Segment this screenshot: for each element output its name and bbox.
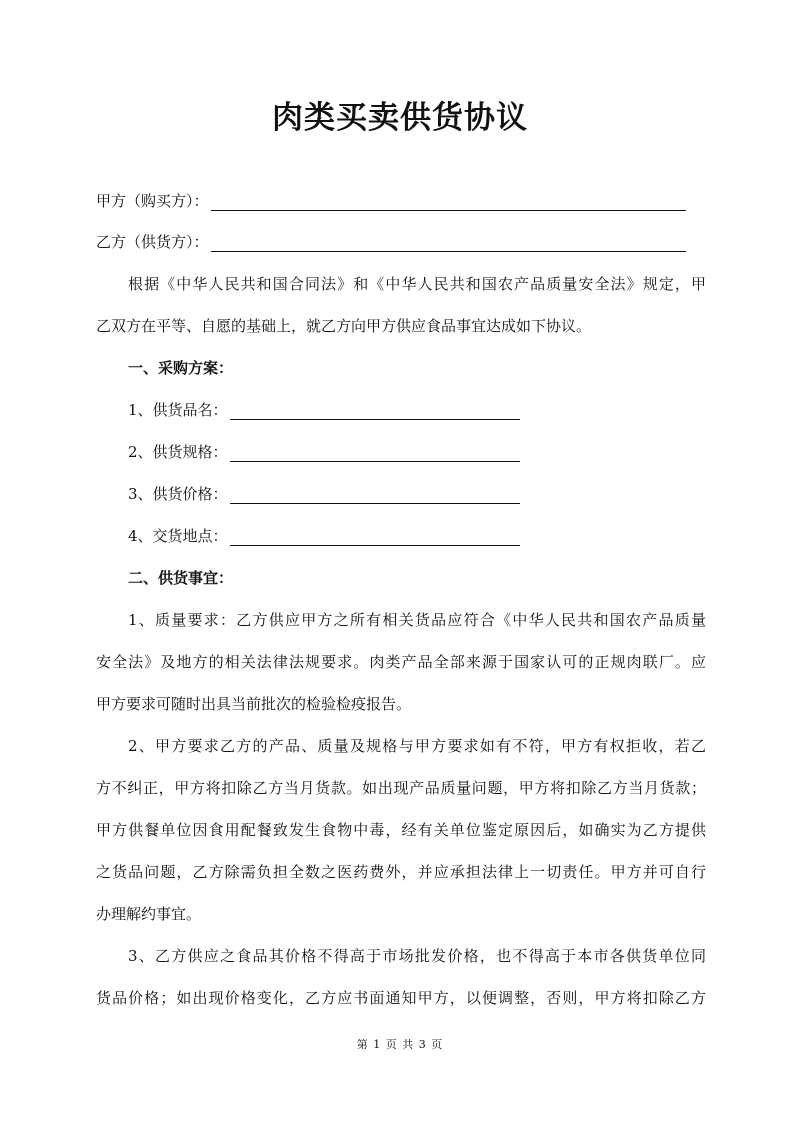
- clause-line: 之货品问题，乙方除需负担全数之医药费外，并应承担法律上一切责任。甲方并可自行: [96, 863, 706, 881]
- clause-line: 货品价格；如出现价格变化，乙方应书面通知甲方，以便调整，否则，甲方将扣除乙方: [96, 989, 706, 1007]
- item-label: 1、供货品名：: [128, 401, 228, 419]
- clause-3-paragraph: [96, 946, 706, 1030]
- clause-2-paragraph: [96, 736, 706, 946]
- clause-line: 甲方要求可随时出具当前批次的检验检疫报告。: [96, 695, 412, 713]
- section-2-heading: 二、供货事宜：: [128, 569, 234, 587]
- clause-line: 1、质量要求：乙方供应甲方之所有相关货品应符合《中华人民共和国农产品质量: [128, 611, 706, 629]
- page-footer: 第 1 页 共 3 页: [356, 1038, 444, 1051]
- section-1-heading: 一、采购方案：: [128, 359, 234, 377]
- party-b-label: 乙方（供货方）：: [96, 233, 209, 251]
- item-product-name: [128, 400, 520, 420]
- party-a-line: [96, 191, 686, 211]
- item-blank-field: [230, 444, 520, 462]
- intro-line: 乙双方在平等、自愿的基础上，就乙方向甲方供应食品事宜达成如下协议。: [96, 317, 592, 335]
- item-delivery-location: [128, 526, 520, 546]
- clause-line: 2、甲方要求乙方的产品、质量及规格与甲方要求如有不符，甲方有权拒收，若乙: [128, 737, 706, 755]
- item-blank-field: [230, 486, 520, 504]
- item-label: 3、供货价格：: [128, 485, 228, 503]
- clause-1-paragraph: [96, 610, 706, 736]
- party-b-blank-field: [211, 234, 686, 252]
- item-label: 2、供货规格：: [128, 443, 228, 461]
- party-a-label: 甲方（购买方）：: [96, 192, 209, 210]
- clause-line: 甲方供餐单位因食用配餐致发生食物中毒，经有关单位鉴定原因后，如确实为乙方提供: [96, 821, 706, 839]
- clause-line: 方不纠正，甲方将扣除乙方当月货款。如出现产品质量问题，甲方将扣除乙方当月货款；: [96, 779, 706, 797]
- intro-paragraph: [96, 274, 706, 358]
- intro-line: 根据《中华人民共和国合同法》和《中华人民共和国农产品质量安全法》规定，甲: [128, 275, 706, 293]
- party-b-line: [96, 232, 686, 252]
- item-spec: [128, 442, 520, 462]
- document-title: 肉类买卖供货协议: [272, 100, 528, 136]
- clause-line: 3、乙方供应之食品其价格不得高于市场批发价格，也不得高于本市各供货单位同: [128, 947, 706, 965]
- item-blank-field: [230, 528, 520, 546]
- item-price: [128, 484, 520, 504]
- clause-line: 办理解约事宜。: [96, 905, 202, 923]
- item-label: 4、交货地点：: [128, 527, 228, 545]
- item-blank-field: [230, 402, 520, 420]
- clause-line: 安全法》及地方的相关法律法规要求。肉类产品全部来源于国家认可的正规肉联厂。应: [96, 653, 706, 671]
- party-a-blank-field: [211, 193, 686, 211]
